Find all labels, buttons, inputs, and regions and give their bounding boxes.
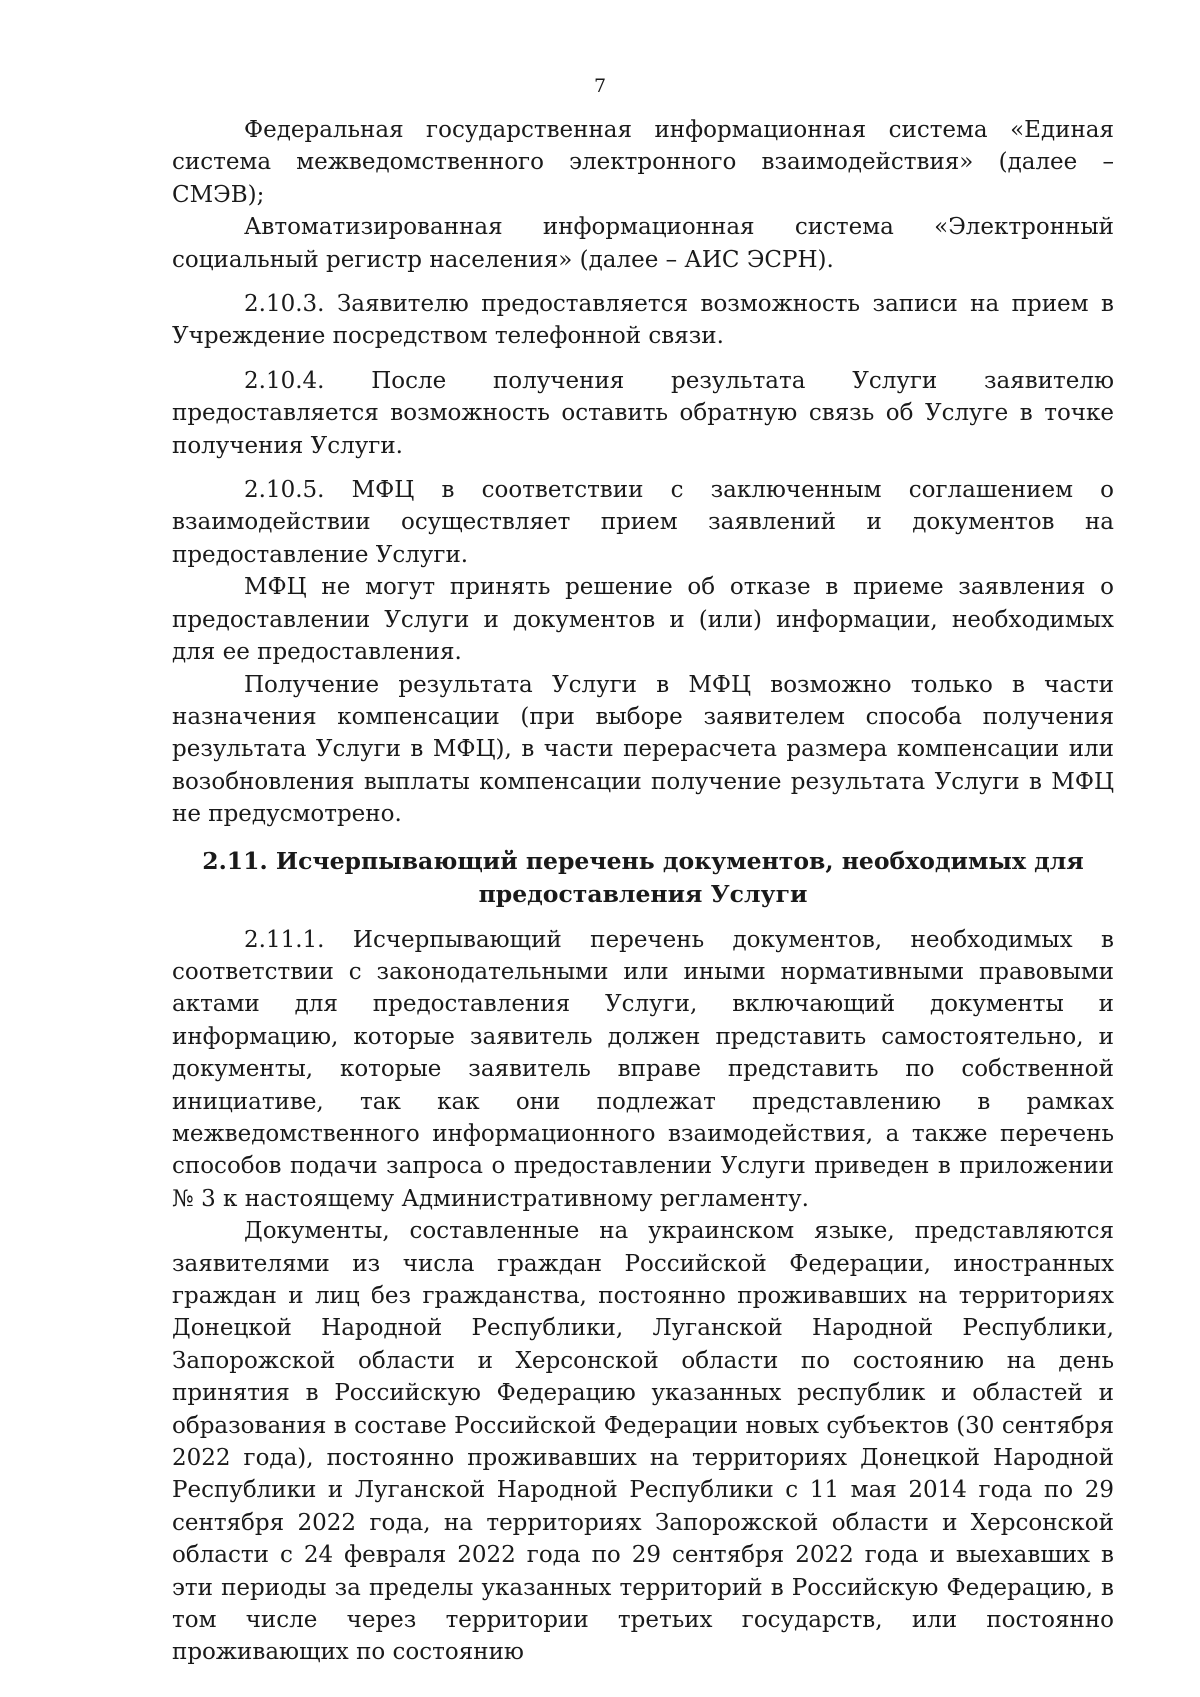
paragraph-mfc-result: Получение результата Услуги в МФЦ возможно только в части назначения компенсации (при выборе заявителем способа получения результата Услуги в МФЦ), в части перерасчета размера компенсации или возобновления выплаты компенсации получение результата Услуги в МФЦ не предусмотрено. [172,671,1114,828]
paragraph-smev: Федеральная государственная информационная система «Единая система межведомственного электронного взаимодействия» (далее – СМЭВ); [172,117,1114,208]
paragraph-2-11-1: 2.11.1. Исчерпывающий перечень документов, необходимых в соответствии с законодательными или иными нормативными правовыми актами для предоставления Услуги, включающий документы и информацию, которые заявитель должен представить самостоятельно, и документы, которые заявитель вправе представить по собственной инициативе, так как они подлежат представлению в рамках межведомственного информационного взаимодействия, а также перечень способов подачи запроса о предоставлении Услуги приведен в приложении № 3 к настоящему Административному регламенту. [172,926,1114,1212]
section-heading-line-1: 2.11. Исчерпывающий перечень документов, необходимых для [202,846,1084,875]
paragraph-2-10-4: 2.10.4. После получения результата Услуги заявителю предоставляется возможность оставить обратную связь об Услуге в точке получения Услуги. [172,367,1114,459]
section-heading-line-2: предоставления Услуги [478,879,808,908]
paragraph-ais-esrn: Автоматизированная информационная система «Электронный социальный регистр населения» (далее – АИС ЭСРН). [172,214,1114,273]
paragraph-2-10-3: 2.10.3. Заявителю предоставляется возможность записи на прием в Учреждение посредством телефонной связи. [172,291,1114,350]
document-body [172,114,1114,1669]
page-number: 7 [593,75,607,97]
paragraph-ukrainian-documents: Документы, составленные на украинском языке, представляются заявителями из числа граждан Российской Федерации, иностранных граждан и лиц без гражданства, постоянно проживавших на территориях Донецкой Народной Республики, Луганской Народной Республики, Запорожской области и Херсонской области по состоянию на день принятия в Российскую Федерацию указанных республик и областей и образования в составе Российской Федерации новых субъектов (30 сентября 2022 года), постоянно проживавших на территориях Донецкой Народной Республики и Луганской Народной Республики с 11 мая 2014 года по 29 сентября 2022 года, на территориях Запорожской области и Херсонской области с 24 февраля 2022 года по 29 сентября 2022 года и выехавших в эти периоды за пределы указанных территорий в Российскую Федерацию, в том числе через территории третьих государств, или постоянно проживающих по состоянию [172,1218,1114,1666]
paragraph-mfc-refusal: МФЦ не могут принять решение об отказе в приеме заявления о предоставлении Услуги и документов и (или) информации, необходимых для ее предоставления. [172,574,1114,666]
section-heading-2-11 [172,845,1114,911]
paragraph-2-10-5: 2.10.5. МФЦ в соответствии с заключенным соглашением о взаимодействии осуществляет прием заявлений и документов на предоставление Услуги. [172,477,1114,568]
